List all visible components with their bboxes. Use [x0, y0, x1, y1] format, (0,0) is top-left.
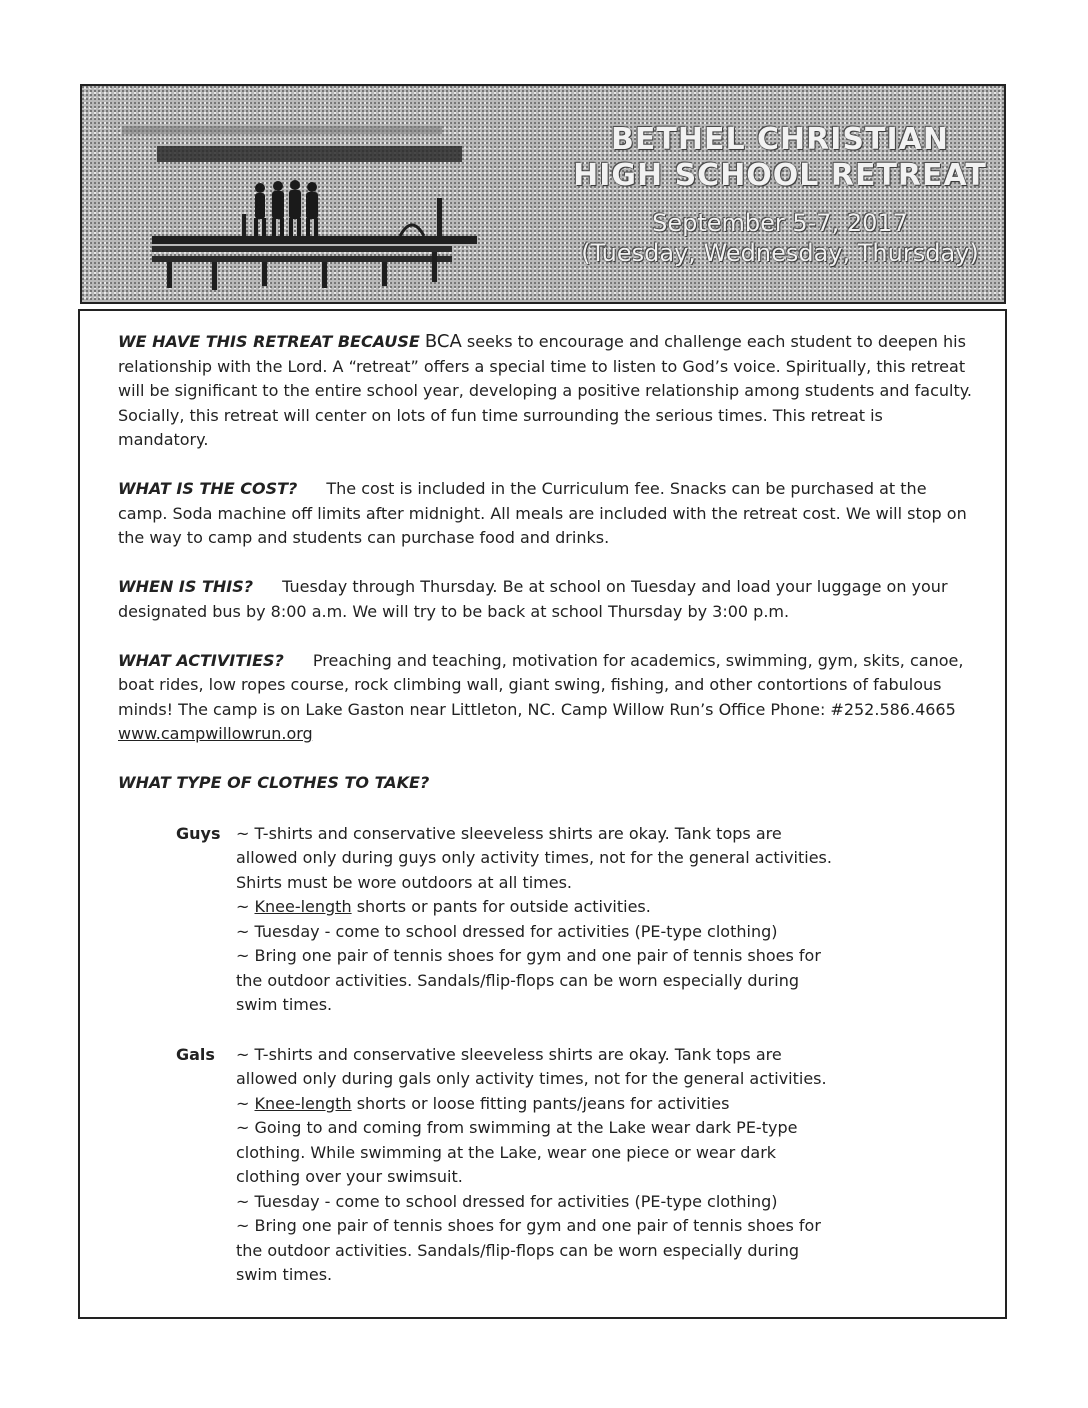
info-body: [118, 330, 978, 1288]
why-section: [118, 330, 978, 453]
gals-line: allowed only during gals only activity times, not for the general activities.: [236, 1069, 827, 1088]
clothes-heading: WHAT TYPE OF CLOTHES TO TAKE?: [118, 773, 430, 792]
guys-line: allowed only during guys only activity times, not for the general activities.: [236, 848, 832, 867]
when-text: Tuesday through Thursday. Be at school on Tuesday and load your luggage on your designated bus by 8:00 a.m. We will try to be back at school Thursday by 3:00 p.m.: [118, 577, 948, 621]
header-banner: [80, 84, 1006, 304]
guys-list: [236, 822, 978, 1018]
gals-line: the outdoor activities. Sandals/flip-flops can be worn especially during: [236, 1240, 799, 1260]
retreat-title-line2: HIGH SCHOOL RETREAT: [573, 158, 987, 193]
when-heading: WHEN IS THIS?: [118, 577, 254, 596]
gals-line: clothing over your swimsuit.: [236, 1167, 463, 1186]
activities-text: Preaching and teaching, motivation for academics, swimming, gym, skits, canoe, boat rides, low ropes course, rock climbing wall, giant swing, fishing, and other contortions of fabulous minds! The camp is on Lake Gaston near Littleton, NC. Camp Willow Run’s Office Phone: #252.586.4665: [118, 650, 964, 719]
when-section: [118, 575, 978, 624]
info-box: [78, 309, 1007, 1319]
gals-line: ~ Tuesday - come to school dressed for activities (PE-type clothing): [236, 1191, 778, 1211]
dock-silhouette-photo: [82, 86, 552, 304]
guys-line: [236, 895, 978, 920]
retreat-title-line1: BETHEL CHRISTIAN: [611, 122, 949, 157]
gals-clothes: [118, 1043, 978, 1288]
banner-text-block: [552, 122, 1006, 268]
guys-line: Shirts must be wore outdoors at all times.: [236, 872, 573, 892]
knee-length-underline: Knee-length: [254, 897, 352, 916]
knee-length-underline: Knee-length: [254, 1093, 352, 1113]
tilde: ~: [236, 897, 250, 916]
activities-section: [118, 649, 978, 747]
retreat-dates: September 5-7, 2017: [652, 209, 908, 237]
guys-line: ~ Tuesday - come to school dressed for activities (PE-type clothing): [236, 921, 778, 941]
gals-label: Gals: [176, 1044, 215, 1064]
guys-line: swim times.: [236, 995, 333, 1014]
gals-line: ~ T-shirts and conservative sleeveless shirts are okay. Tank tops are: [236, 1044, 782, 1064]
gals-line: ~ Bring one pair of tennis shoes for gym and one pair of tennis shoes for: [236, 1216, 821, 1235]
why-text: seeks to encourage and challenge each student to deepen his relationship with the Lord. A “retreat” offers a special time to listen to God’s voice. Spiritually, this retreat will be significant to the entire school year, developing a positive relationship among students and faculty. Socially, this retreat will center on lots of fun time surrounding the serious times. This retreat is mandatory.: [118, 332, 972, 449]
cost-text: The cost is included in the Curriculum fee. Snacks can be purchased at the camp. Soda machine off limits after midnight. All meals are included with the retreat cost. We will stop on the way to camp and students can purchase food and drinks.: [118, 479, 967, 547]
gals-line: [236, 1092, 978, 1117]
tilde: ~: [236, 1093, 250, 1113]
guys-line: ~ Bring one pair of tennis shoes for gym and one pair of tennis shoes for: [236, 946, 821, 965]
gals-line: swim times.: [236, 1265, 333, 1284]
gals-line: ~ Going to and coming from swimming at the Lake wear dark PE-type: [236, 1118, 798, 1137]
why-heading: WE HAVE THIS RETREAT BECAUSE: [118, 332, 420, 351]
guys-label: Guys: [176, 823, 221, 843]
camp-website-link[interactable]: www.campwillowrun.org: [118, 724, 313, 743]
guys-line: the outdoor activities. Sandals/flip-flops can be worn especially during: [236, 970, 799, 990]
guys-line: ~ T-shirts and conservative sleeveless shirts are okay. Tank tops are: [236, 823, 782, 843]
gals-line-text: shorts or loose fitting pants/jeans for activities: [356, 1093, 730, 1113]
guys-clothes: [118, 822, 978, 1018]
activities-heading: WHAT ACTIVITIES?: [118, 650, 284, 670]
guys-line-text: shorts or pants for outside activities.: [356, 897, 651, 916]
gals-line: clothing. While swimming at the Lake, wear one piece or wear dark: [236, 1142, 777, 1162]
retreat-days: (Tuesday, Wednesday, Thursday): [581, 239, 979, 267]
gals-list: [236, 1043, 978, 1288]
cost-section: [118, 477, 978, 551]
why-lead: BCA: [424, 331, 462, 352]
cost-heading: WHAT IS THE COST?: [118, 479, 298, 498]
